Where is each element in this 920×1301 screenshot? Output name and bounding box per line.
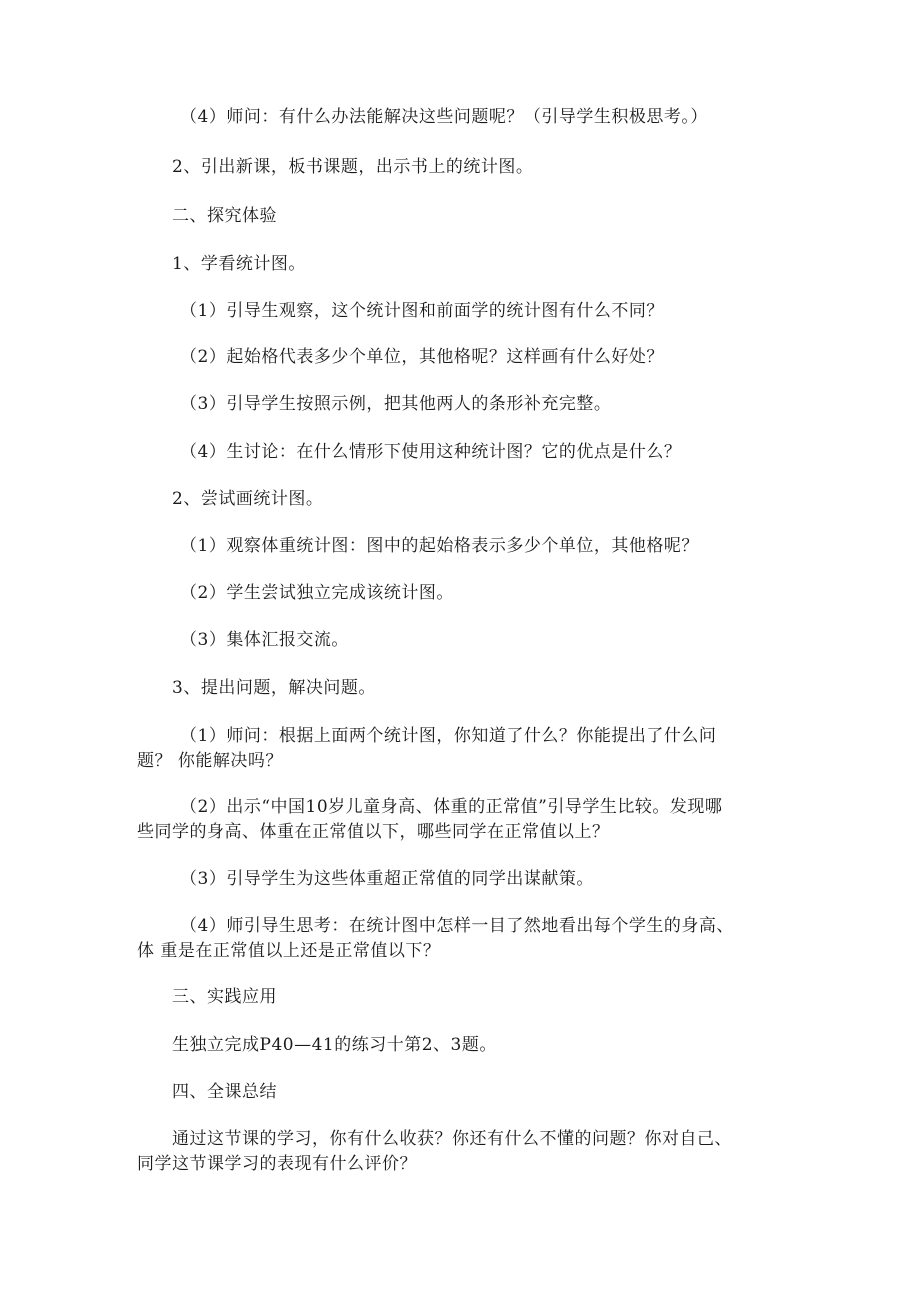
section-heading-practice: 三、实践应用 [172,987,277,1007]
para-think-line1: （4）师引导生思考：在统计图中怎样一目了然地看出每个学生的身高、 [180,916,734,936]
line-learn-chart: 1、学看统计图。 [172,254,306,274]
line-weight-chart: （1）观察体重统计图：图中的起始格表示多少个单位，其他格呢？ [180,536,699,556]
line-start-cell: （2）起始格代表多少个单位，其他格呢？这样画有什么好处？ [180,347,664,367]
line-complete-bars: （3）引导学生按照示例，把其他两人的条形补充完整。 [180,394,612,414]
para-think-line2: 体 重是在正常值以上还是正常值以下？ [137,941,441,961]
line-introduce-lesson: 2、引出新课，板书课题，出示书上的统计图。 [172,157,534,177]
line-try-draw: 2、尝试画统计图。 [172,489,324,509]
section-heading-explore: 二、探究体验 [172,206,277,226]
para-teacher-asks-line1: （1）师问：根据上面两个统计图，你知道了什么？你能提出了什么问 [180,726,717,746]
para-teacher-asks-line2: 题？ 你能解决吗？ [137,751,283,771]
para-normal-values-line2: 些同学的身高、体重在正常值以下，哪些同学在正常值以上？ [137,822,610,842]
line-raise-questions: 3、提出问题，解决问题。 [172,678,376,698]
line-report: （3）集体汇报交流。 [180,630,349,650]
para-summary-line2: 同学这节课学习的表现有什么评价？ [137,1154,417,1174]
line-advice: （3）引导学生为这些体重超正常值的同学出谋献策。 [180,869,594,889]
section-heading-summary: 四、全课总结 [172,1082,277,1102]
line-practice-exercise: 生独立完成P40—41的练习十第2、3题。 [172,1035,497,1055]
para-normal-values-line1: （2）出示“中国10岁儿童身高、体重的正常值”引导学生比较。发现哪 [180,797,723,817]
line-independent-complete: （2）学生尝试独立完成该统计图。 [180,583,454,603]
para-summary-line1: 通过这节课的学习，你有什么收获？你还有什么不懂的问题？你对自己、 [172,1129,732,1149]
line-observe-chart: （1）引导生观察，这个统计图和前面学的统计图有什么不同？ [180,301,664,321]
line-discuss-chart: （4）生讨论：在什么情形下使用这种统计图？它的优点是什么？ [180,442,682,462]
line-teacher-question-4: （4）师问：有什么办法能解决这些问题呢？（引导学生积极思考。） [180,107,708,127]
